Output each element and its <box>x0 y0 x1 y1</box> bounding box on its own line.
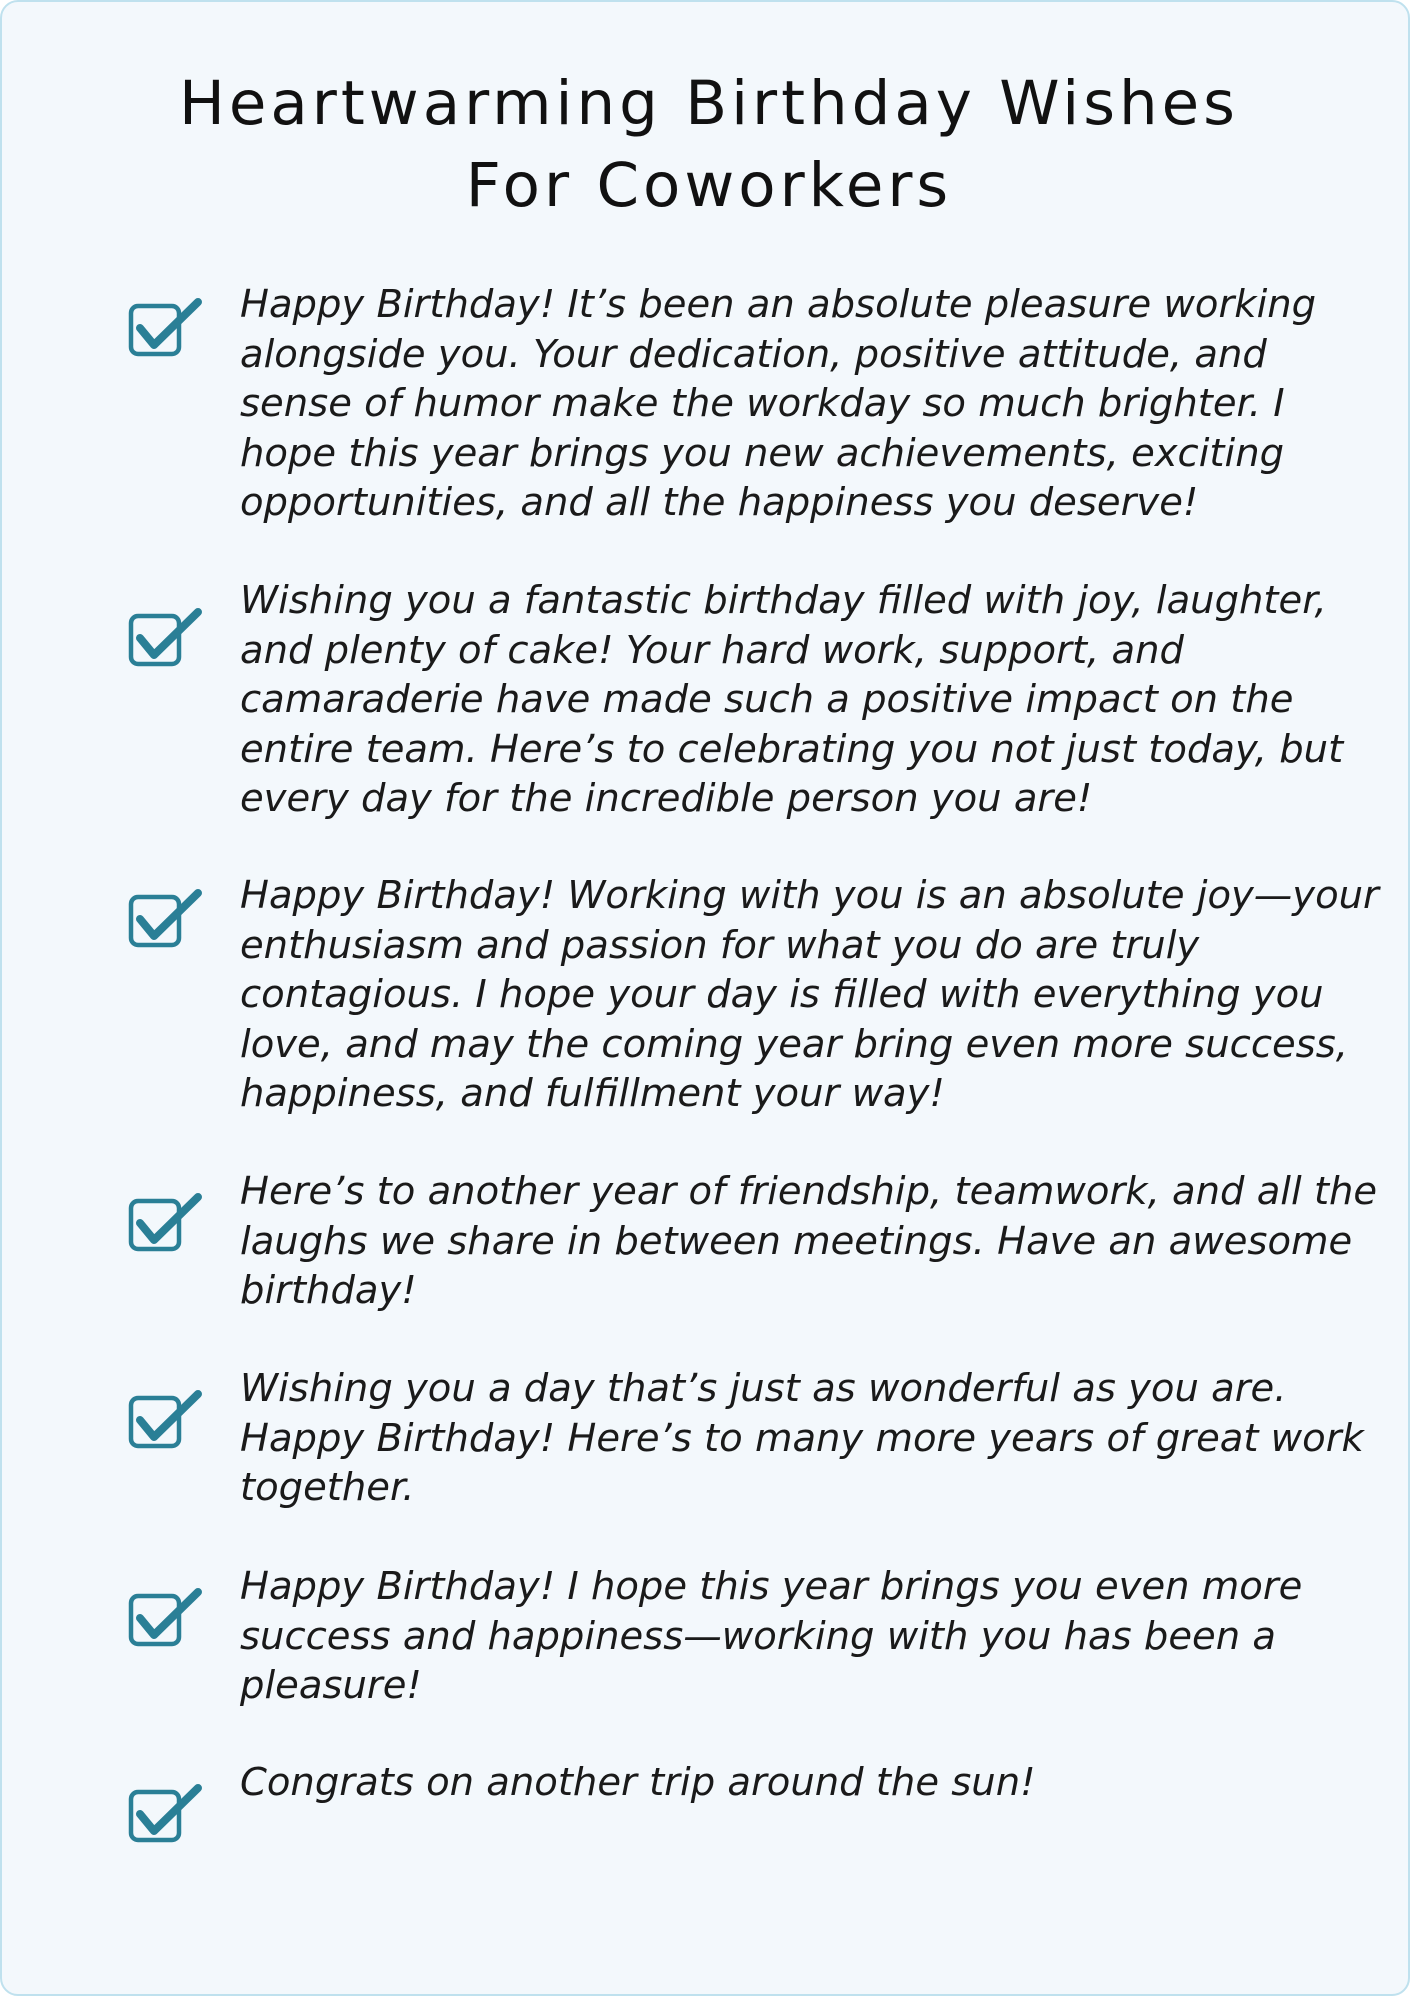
wish-text: Happy Birthday! It’s been an absolute pleasure working alongside you. Your dedication, positive attitude, and sense of humor make the workday so much brighter. I hope this year brings you new achievements, exciting opportunities, and all the happiness you deserve! <box>240 282 1317 525</box>
checked-checkbox-icon <box>127 1384 203 1460</box>
checked-checkbox-icon <box>127 1582 203 1658</box>
wish-text: Happy Birthday! I hope this year brings you even more success and happiness—working with you has been a pleasure! <box>240 1564 1303 1708</box>
page-title-line-1: Heartwarming Birthday Wishes <box>179 68 1239 139</box>
page-title-line-2: For Coworkers <box>465 150 953 221</box>
wish-text: Happy Birthday! Working with you is an absolute joy—your enthusiasm and passion for what you do are truly contagious. I hope your day is filled with everything you love, and may the coming year bring even more success, happiness, and fulfillment your way! <box>240 873 1379 1116</box>
wish-text: Congrats on another trip around the sun! <box>240 1760 1036 1805</box>
wish-text: Wishing you a day that’s just as wonderful as you are. Happy Birthday! Here’s to many more years of great work together. <box>240 1366 1364 1510</box>
checked-checkbox-icon <box>127 1187 203 1263</box>
checked-checkbox-icon <box>127 883 203 959</box>
checked-checkbox-icon <box>127 292 203 368</box>
checked-checkbox-icon <box>127 1778 203 1854</box>
wish-text: Wishing you a fantastic birthday filled with joy, laughter, and plenty of cake! Your hard work, support, and camaraderie have made such a positive impact on the entire team. Here’s to celebrating you not just today, but every day for the incredible person you are! <box>240 578 1344 821</box>
checked-checkbox-icon <box>127 602 203 678</box>
wish-text: Here’s to another year of friendship, teamwork, and all the laughs we share in between meetings. Have an awesome birthday! <box>240 1169 1378 1313</box>
